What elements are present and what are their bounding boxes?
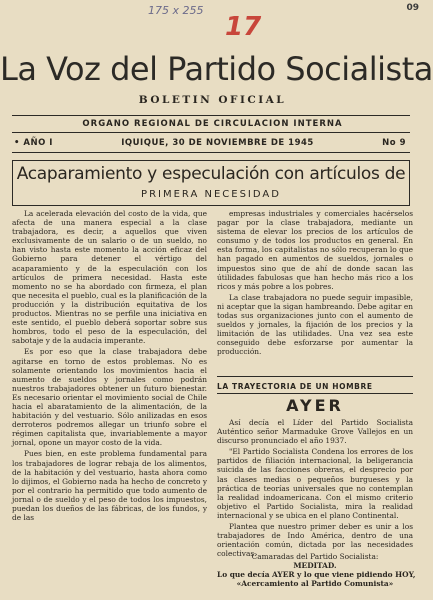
corner-number: 09 [406,3,419,13]
masthead-rule-middle [12,132,410,133]
closing-block [217,552,416,588]
closing-line: Camaradas del Partido Socialista: [251,552,379,561]
article-paragraph: La acelerada elevación del costo de la vida, que afecta de una manera especial a la clase trabajadora, es decir, a aquellos que viven exclusivamente de un salario o de un sueldo, no han visto hasta este momento la acción eficaz del Gobierno para detener el vértigo del acaparamiento y de la especulación con los artículos de primera necesidad. Hasta este momento no se ha abordado con firmeza, el plan que necesita el pueblo, cual es la planificación de la producción y la distribución equitativa de los productos. Mientras no se perfile una iniciativa en este sentido, el pueblo deberá soportar sobre sus hombros, todo el peso de la especulación, del sabotaje y de la audacia imperante. [12,209,207,346]
year-label: • AÑO I [14,138,53,148]
pencil-annotation: 175 x 255 [148,4,204,17]
trayectoria-paragraph: Plantea que nuestro primer deber es unir a los trabajadores de Indo América, dentro de una orientación común, dictada por las necesidades colectivas. [217,522,413,559]
closing-line: MEDITAD. [293,561,337,570]
closing-line: «Acercamiento al Partido Comunista» [236,579,394,588]
headline-box [12,160,410,206]
dateline [14,138,406,148]
article-paragraph: La clase trabajadora no puede seguir impasible, ni aceptar que la sigan hambreando. Debe agitar en todas sus organizaciones junto con el aumento de sueldos y jornales, la fijación de los precios y la limitación de las utilidades. Una vez sea este conseguido debe esforzarse por aumentar la producción. [217,292,413,357]
headline-main: Acaparamiento y especulación con artículos de [16,164,406,184]
place-date: IQUIQUE, 30 DE NOVIEMBRE DE 1945 [121,138,314,148]
newspaper-subtitle: BOLETIN OFICIAL [138,94,287,106]
closing-line: Lo que decía AYER y lo que viene pidiendo HOY, [217,570,416,579]
red-handwritten-number: 17 [225,12,262,42]
section-label: LA TRAYECTORIA DE UN HOMBRE [217,382,373,391]
article-paragraph: empresas industriales y comerciales hacérselos pagar por la clase trabajadora, mediante un sistema de elevar los precios de los artículos de consumo y de todos los productos en general. En esta forma, los capitalistas no sólo recuperan lo que han pagado en aumentos de sueldos, jornales o impuestos sino que de ahí de donde sacan las útilidades fabulosas que han hecho más rico a los ricos y más pobre a los pobres. [217,209,413,291]
newspaper-title: La Voz del Partido Socialista [0,50,433,88]
issue-number: No 9 [382,138,406,148]
ayer-heading: AYER [286,396,344,415]
trayectoria-paragraph: Así decía el Líder del Partido Socialista Auténtico señor Marmaduke Grove Vallejos en un discurso pronunciado el año 1937. [217,418,413,446]
organo-line: ORGANO REGIONAL DE CIRCULACION INTERNA [82,119,343,129]
article-paragraph: Es por eso que la clase trabajadora debe agitarse en torno de estos problemas. No es solamente orientando los movimientos hacia el aumento de sueldos y jornales como podrán nuestros trabajadores obtener un futuro bienestar. Es necesario orientar el movimiento social de Chile hacia el abaratamiento de la alimentación, de la habitación y del vestuario. Sólo anilizadas en esos derroteros podremos allegar un triunfo sobre el régimen capitalista que, invariablemente a mayor jornal, opone un mayor costo de la vida. [12,347,207,448]
masthead-rule-bottom [12,152,410,153]
section-rule-bottom [217,393,413,394]
article-paragraph: Pues bien, en este problema fundamental para los trabajadores de lograr rebaja de los alimentos, de la habitación y del vestuario, hasta ahora como lo dijimos, el Gobierno nada ha hecho de concreto y por el contrario ha permitido que todo aumento de jornal o de sueldo y el peso de todos los impuestos, puedan los dueños de las fábricas, de los fundos, y de las [12,449,207,523]
trayectoria-paragraph: "El Partido Socialista Condena los errores de los partidos de filiación internacional, la beligerancia suicida de las facciones obreras, el desprecio por las clases medias o pequeños burgueses y la práctica de teorías universales que no contemplan la realidad indoamericana. Con el mismo criterio objetivo el Partido Socialista, mira la realidad internacional y se ubica en el plano Continental. [217,447,413,520]
article-right-column [217,209,413,369]
article-left-column [12,209,207,597]
masthead-rule-top [12,115,410,116]
section-rule-top [217,376,413,377]
headline-sub: PRIMERA NECESIDAD [141,189,281,200]
